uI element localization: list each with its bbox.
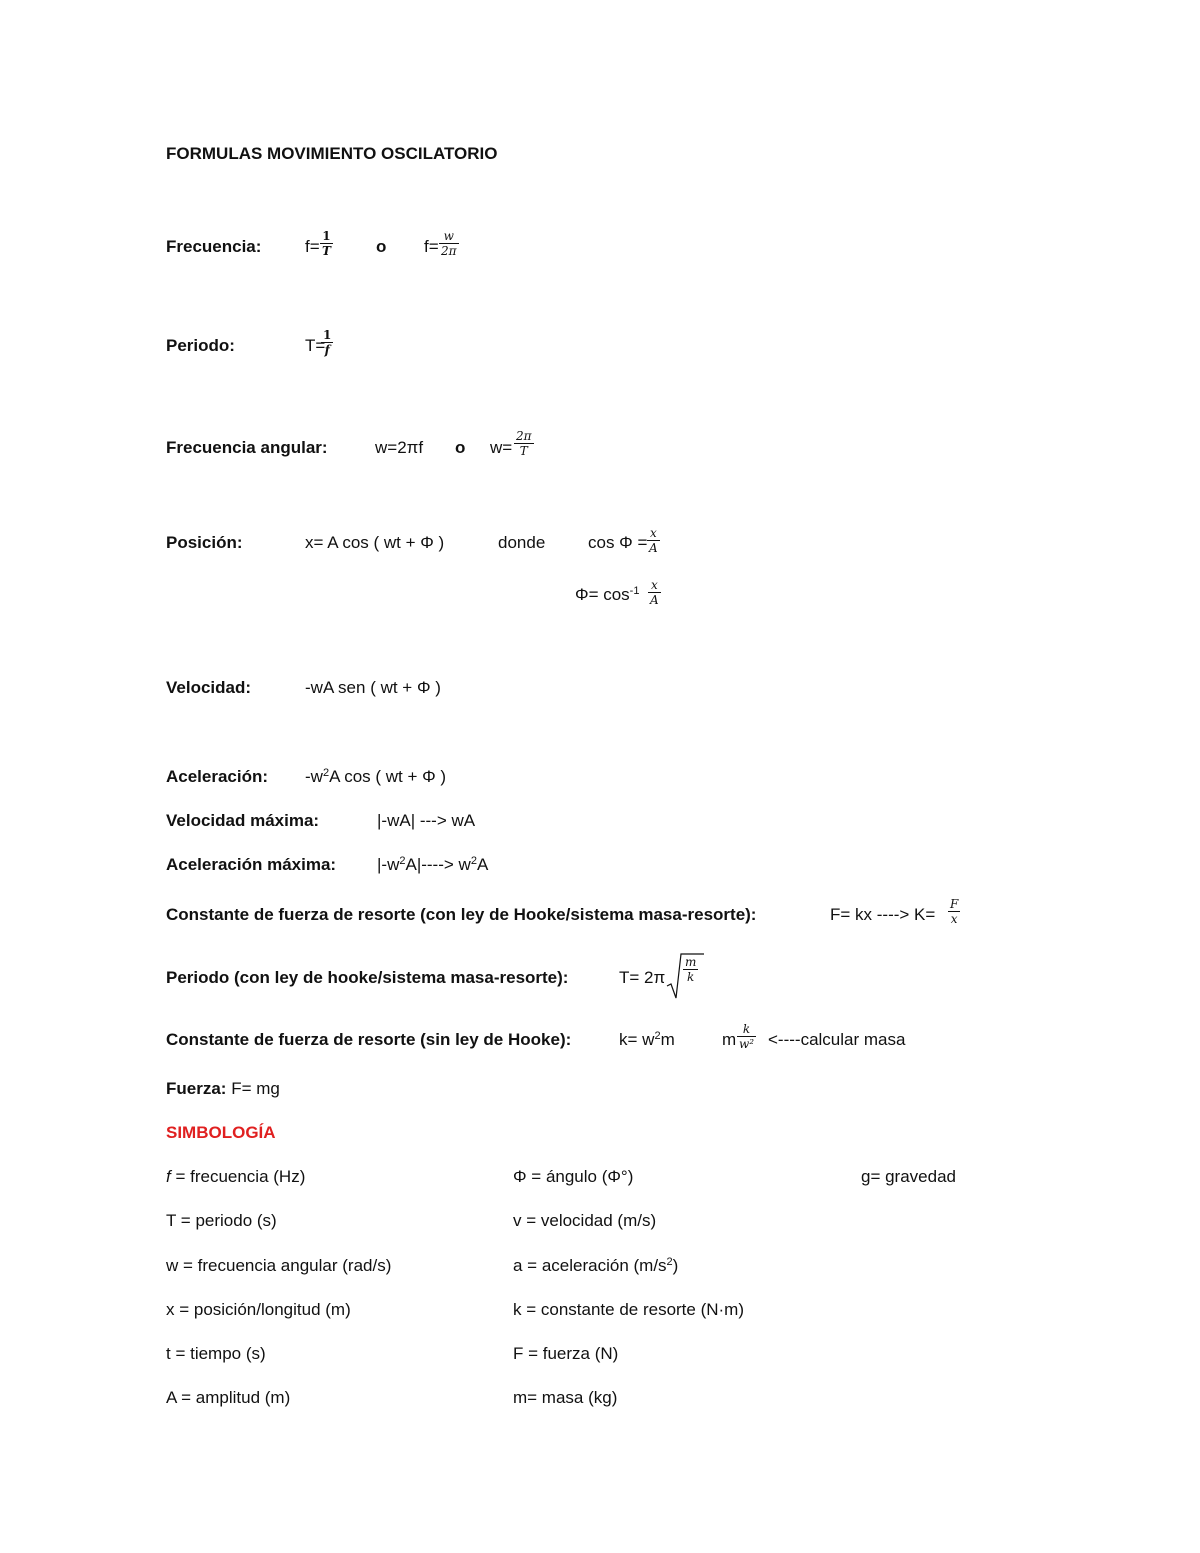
fraction-numerator: k — [737, 1022, 756, 1037]
fraction-denominator: 2π — [441, 244, 457, 258]
symbol-x: x = posición/longitud (m) — [166, 1300, 351, 1319]
fraction-denominator: k — [687, 970, 695, 984]
acel-max-mid: A|----> w — [405, 855, 471, 874]
posicion-phi-eq — [575, 585, 639, 605]
symbol-a-aceleracion — [513, 1256, 678, 1276]
fuerza-label: Fuerza: — [166, 1079, 227, 1098]
fraction-numerator: F — [950, 897, 959, 911]
symbol-a-text: a = aceleración (m/s — [513, 1256, 667, 1275]
angular-w2-eq: w= — [490, 438, 513, 457]
angular-or: o — [455, 438, 466, 457]
constante-sin-label: Constante de fuerza de resorte (sin ley de Hooke): — [166, 1030, 572, 1049]
constante-sin-post: m — [660, 1030, 675, 1049]
constante-sin-note: <----calcular masa — [768, 1030, 906, 1049]
constante-hooke-fraction — [948, 897, 960, 926]
simbologia-heading: SIMBOLOGÍA — [166, 1123, 276, 1142]
symbol-k: k = constante de resorte (N·m) — [513, 1300, 745, 1319]
fraction-denominator: w² — [739, 1037, 755, 1051]
acel-max-sup2: 2 — [470, 855, 477, 867]
constante-hooke-label: Constante de fuerza de resorte (con ley de Hooke/sistema masa-resorte): — [166, 905, 757, 924]
periodo-hooke-label: Periodo (con ley de hooke/sistema masa-resorte): — [166, 968, 569, 987]
fuerza-formula: F= mg — [231, 1079, 280, 1098]
fraction-denominator: A — [649, 541, 658, 555]
periodo-label: Periodo: — [166, 336, 235, 355]
frecuencia-or: o — [376, 237, 387, 256]
acel-max-post: A — [476, 855, 489, 874]
symbol-g: g= gravedad — [861, 1167, 956, 1186]
symbol-a-amplitud: A = amplitud (m) — [166, 1388, 291, 1407]
frecuencia-label: Frecuencia: — [166, 237, 262, 256]
symbol-v: v = velocidad (m/s) — [513, 1211, 657, 1230]
acel-max-label: Aceleración máxima: — [166, 855, 337, 874]
posicion-phi-fraction — [648, 578, 661, 607]
symbol-t-periodo: T = periodo (s) — [166, 1211, 277, 1230]
posicion-formula: x= A cos ( wt + Φ ) — [305, 533, 445, 552]
symbol-a-post: ) — [672, 1256, 679, 1275]
symbol-m: m= masa (kg) — [513, 1388, 618, 1407]
constante-sin-formula — [619, 1030, 675, 1050]
velocidad-formula: -wA sen ( wt + Φ ) — [305, 678, 441, 697]
symbol-t-tiempo: t = tiempo (s) — [166, 1344, 266, 1363]
fraction-denominator: T — [322, 244, 331, 258]
page-title: FORMULAS MOVIMIENTO OSCILATORIO — [166, 144, 498, 163]
acel-max-sup: 2 — [399, 855, 406, 867]
frecuencia-fraction-2 — [439, 229, 459, 258]
fraction-denominator: x — [950, 912, 958, 926]
symbol-f-letter: f — [166, 1167, 171, 1186]
frecuencia-f2-eq: f= — [424, 237, 439, 256]
posicion-cos-fraction — [647, 526, 660, 555]
fraction-denominator: f — [324, 343, 330, 357]
frecuencia-fraction-1 — [320, 229, 333, 258]
sqrt-symbol — [666, 952, 706, 1000]
constante-sin-fraction — [737, 1022, 756, 1051]
fraction-numerator: x — [647, 526, 660, 541]
symbol-phi: Φ = ángulo (Φ°) — [513, 1167, 634, 1186]
constante-sin-pre: k= w — [619, 1030, 655, 1049]
fraction-numerator: 1 — [320, 229, 333, 244]
acel-max-pre: |-w — [377, 855, 400, 874]
aceleracion-pre: -w — [305, 767, 323, 786]
aceleracion-formula — [305, 767, 446, 787]
angular-w1: w=2πf — [375, 438, 424, 457]
symbol-f — [166, 1167, 305, 1187]
aceleracion-post: A cos ( wt + Φ ) — [329, 767, 447, 786]
fraction-numerator: w — [439, 229, 459, 244]
periodo-hooke-fraction — [683, 955, 698, 984]
periodo-fraction — [321, 328, 333, 357]
symbol-f-text: = frecuencia (Hz) — [170, 1167, 306, 1186]
fraction-numerator: 1 — [323, 328, 332, 342]
vel-max-label: Velocidad máxima: — [166, 811, 320, 830]
periodo-hooke-formula: T= 2π — [619, 968, 666, 987]
fraction-denominator: T — [519, 444, 528, 458]
symbol-f-fuerza: F = fuerza (N) — [513, 1344, 619, 1363]
periodo-t-eq: T= — [305, 336, 326, 355]
fraction-numerator: 2π — [516, 429, 532, 443]
constante-hooke-formula: F= kx ----> K= — [830, 905, 936, 924]
acel-max-formula — [377, 855, 488, 875]
phi-eq-text: Φ= cos — [575, 585, 630, 604]
fuerza-line — [166, 1079, 280, 1099]
aceleracion-label: Aceleración: — [166, 767, 269, 786]
phi-superscript: -1 — [629, 585, 640, 597]
symbol-w: w = frecuencia angular (rad/s) — [166, 1256, 392, 1275]
fraction-denominator: A — [650, 593, 659, 607]
posicion-label: Posición: — [166, 533, 243, 552]
symbol-a-sup: 2 — [666, 1256, 673, 1268]
constante-sin-sup: 2 — [654, 1030, 661, 1042]
velocidad-label: Velocidad: — [166, 678, 252, 697]
posicion-cos-eq: cos Φ = — [588, 533, 648, 552]
angular-fraction — [514, 429, 534, 458]
fraction-numerator: x — [648, 578, 661, 593]
posicion-donde: donde — [498, 533, 546, 552]
angular-label: Frecuencia angular: — [166, 438, 328, 457]
fraction-numerator: m — [685, 955, 697, 969]
constante-sin-m-eq: m — [722, 1030, 737, 1049]
aceleracion-sup: 2 — [322, 767, 330, 779]
frecuencia-f-eq: f= — [305, 237, 320, 256]
vel-max-formula: |-wA| ---> wA — [377, 811, 476, 830]
